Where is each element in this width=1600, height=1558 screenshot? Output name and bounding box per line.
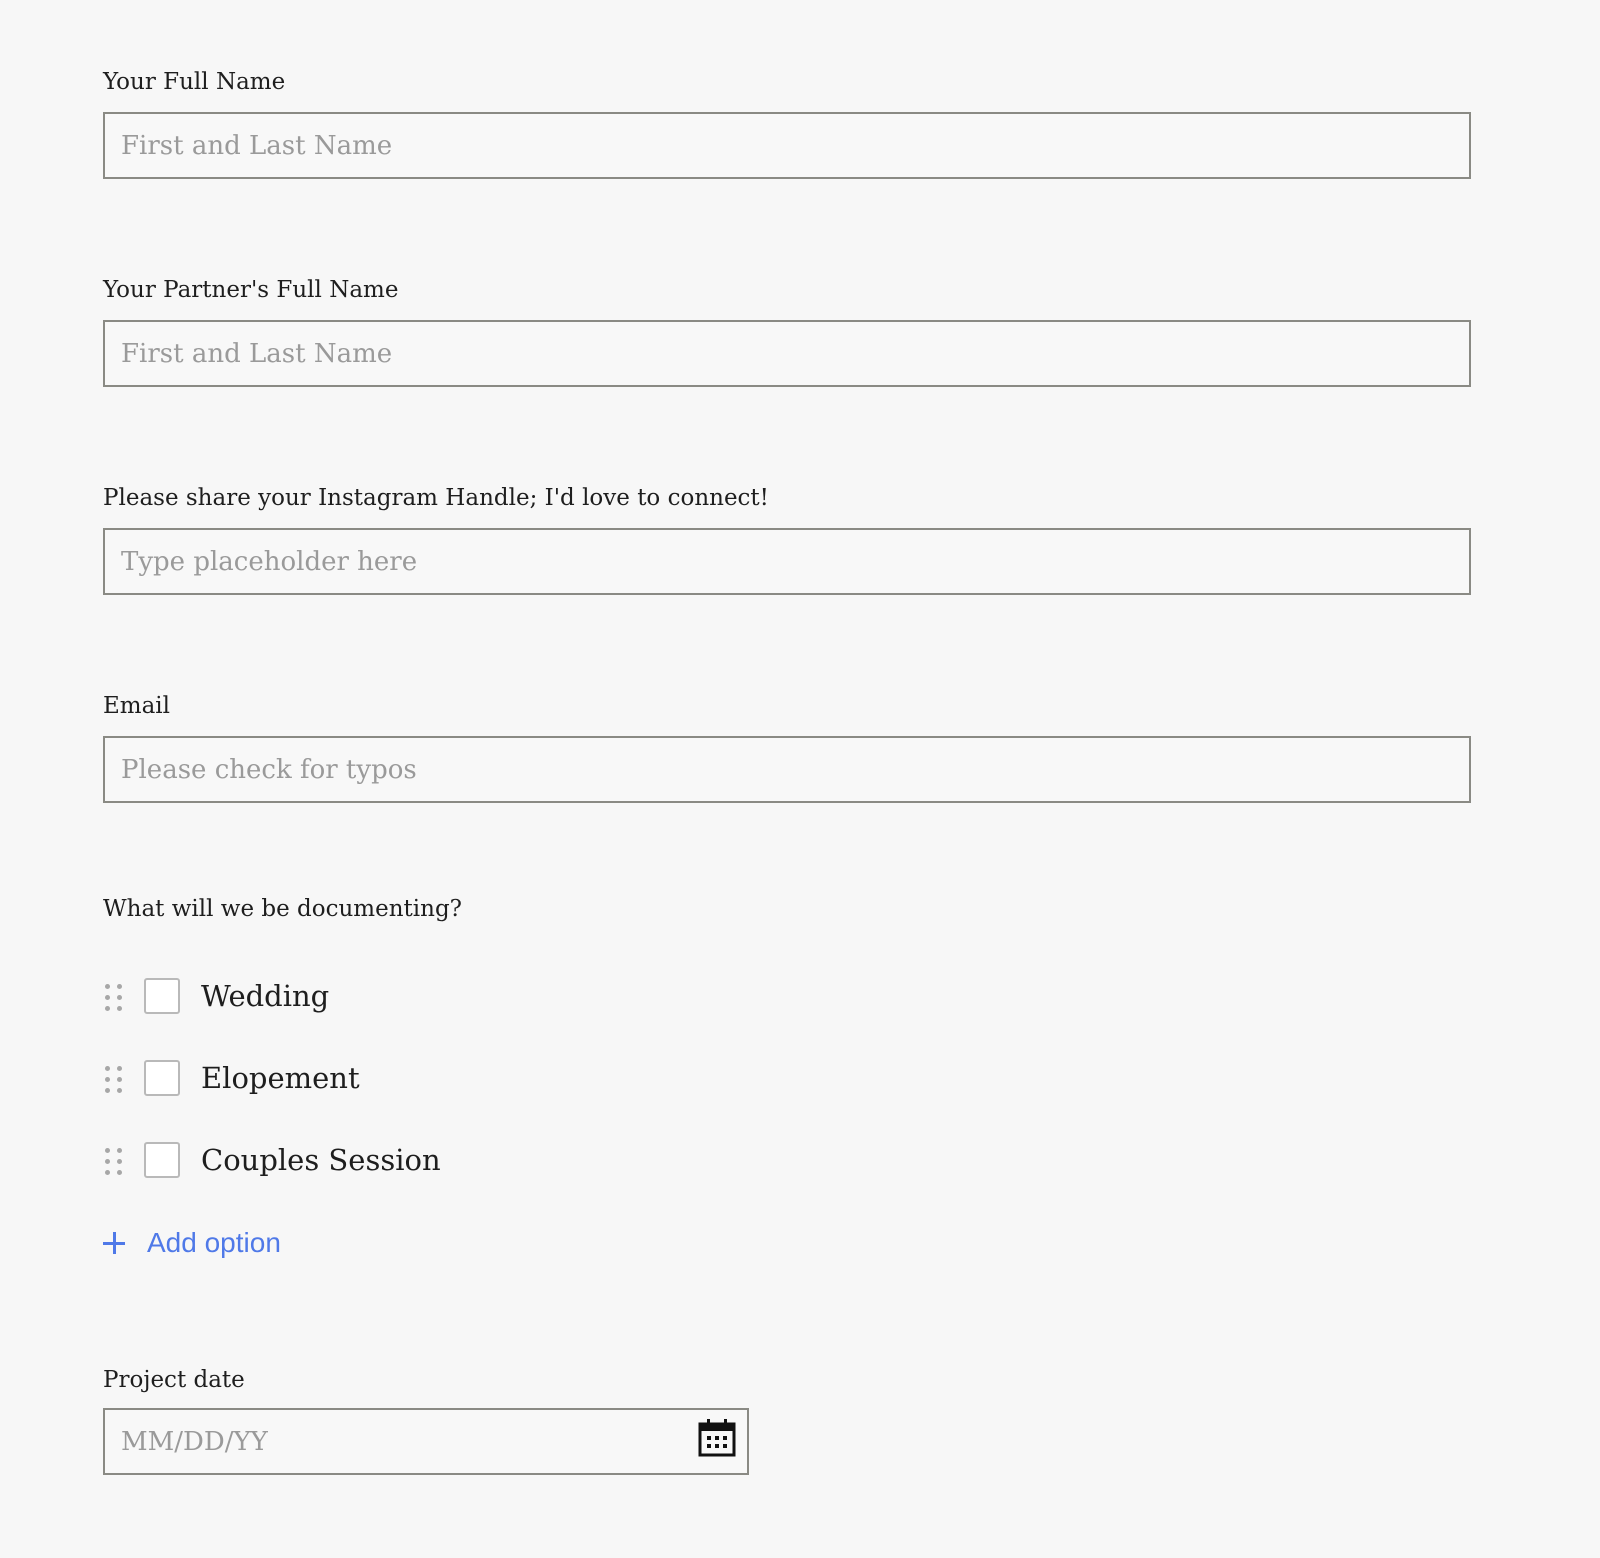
email-input[interactable] <box>103 736 1471 803</box>
partner-name-field <box>103 276 1471 387</box>
instagram-label: Please share your Instagram Handle; I'd love to connect! <box>103 485 769 511</box>
drag-handle-icon[interactable] <box>105 1148 123 1176</box>
drag-handle-icon[interactable] <box>105 984 123 1012</box>
calendar-icon[interactable] <box>697 1418 737 1458</box>
full-name-input[interactable] <box>103 112 1471 179</box>
add-option-button[interactable] <box>103 1223 281 1263</box>
instagram-input[interactable] <box>103 528 1471 595</box>
project-date-input[interactable] <box>103 1408 749 1475</box>
option-label: Wedding <box>201 979 330 1013</box>
partner-name-input[interactable] <box>103 320 1471 387</box>
elopement-checkbox[interactable] <box>144 1060 180 1096</box>
email-label: Email <box>103 693 171 719</box>
documenting-label: What will we be documenting? <box>103 896 463 922</box>
option-couples-session <box>103 1141 803 1183</box>
option-label: Elopement <box>201 1061 360 1095</box>
add-option-label: Add option <box>147 1227 281 1258</box>
instagram-field <box>103 484 1471 595</box>
wedding-checkbox[interactable] <box>144 978 180 1014</box>
project-date-wrapper <box>103 1408 749 1475</box>
option-label: Couples Session <box>201 1143 441 1177</box>
couples-session-checkbox[interactable] <box>144 1142 180 1178</box>
documenting-checklist <box>103 895 903 923</box>
email-field <box>103 692 1471 803</box>
option-elopement <box>103 1059 803 1101</box>
option-wedding <box>103 977 803 1019</box>
project-date-label: Project date <box>103 1367 245 1393</box>
drag-handle-icon[interactable] <box>105 1066 123 1094</box>
full-name-label: Your Full Name <box>103 69 286 95</box>
project-date-field <box>103 1366 749 1475</box>
partner-name-label: Your Partner's Full Name <box>103 277 399 303</box>
full-name-field <box>103 68 1471 179</box>
plus-icon <box>103 1232 125 1254</box>
